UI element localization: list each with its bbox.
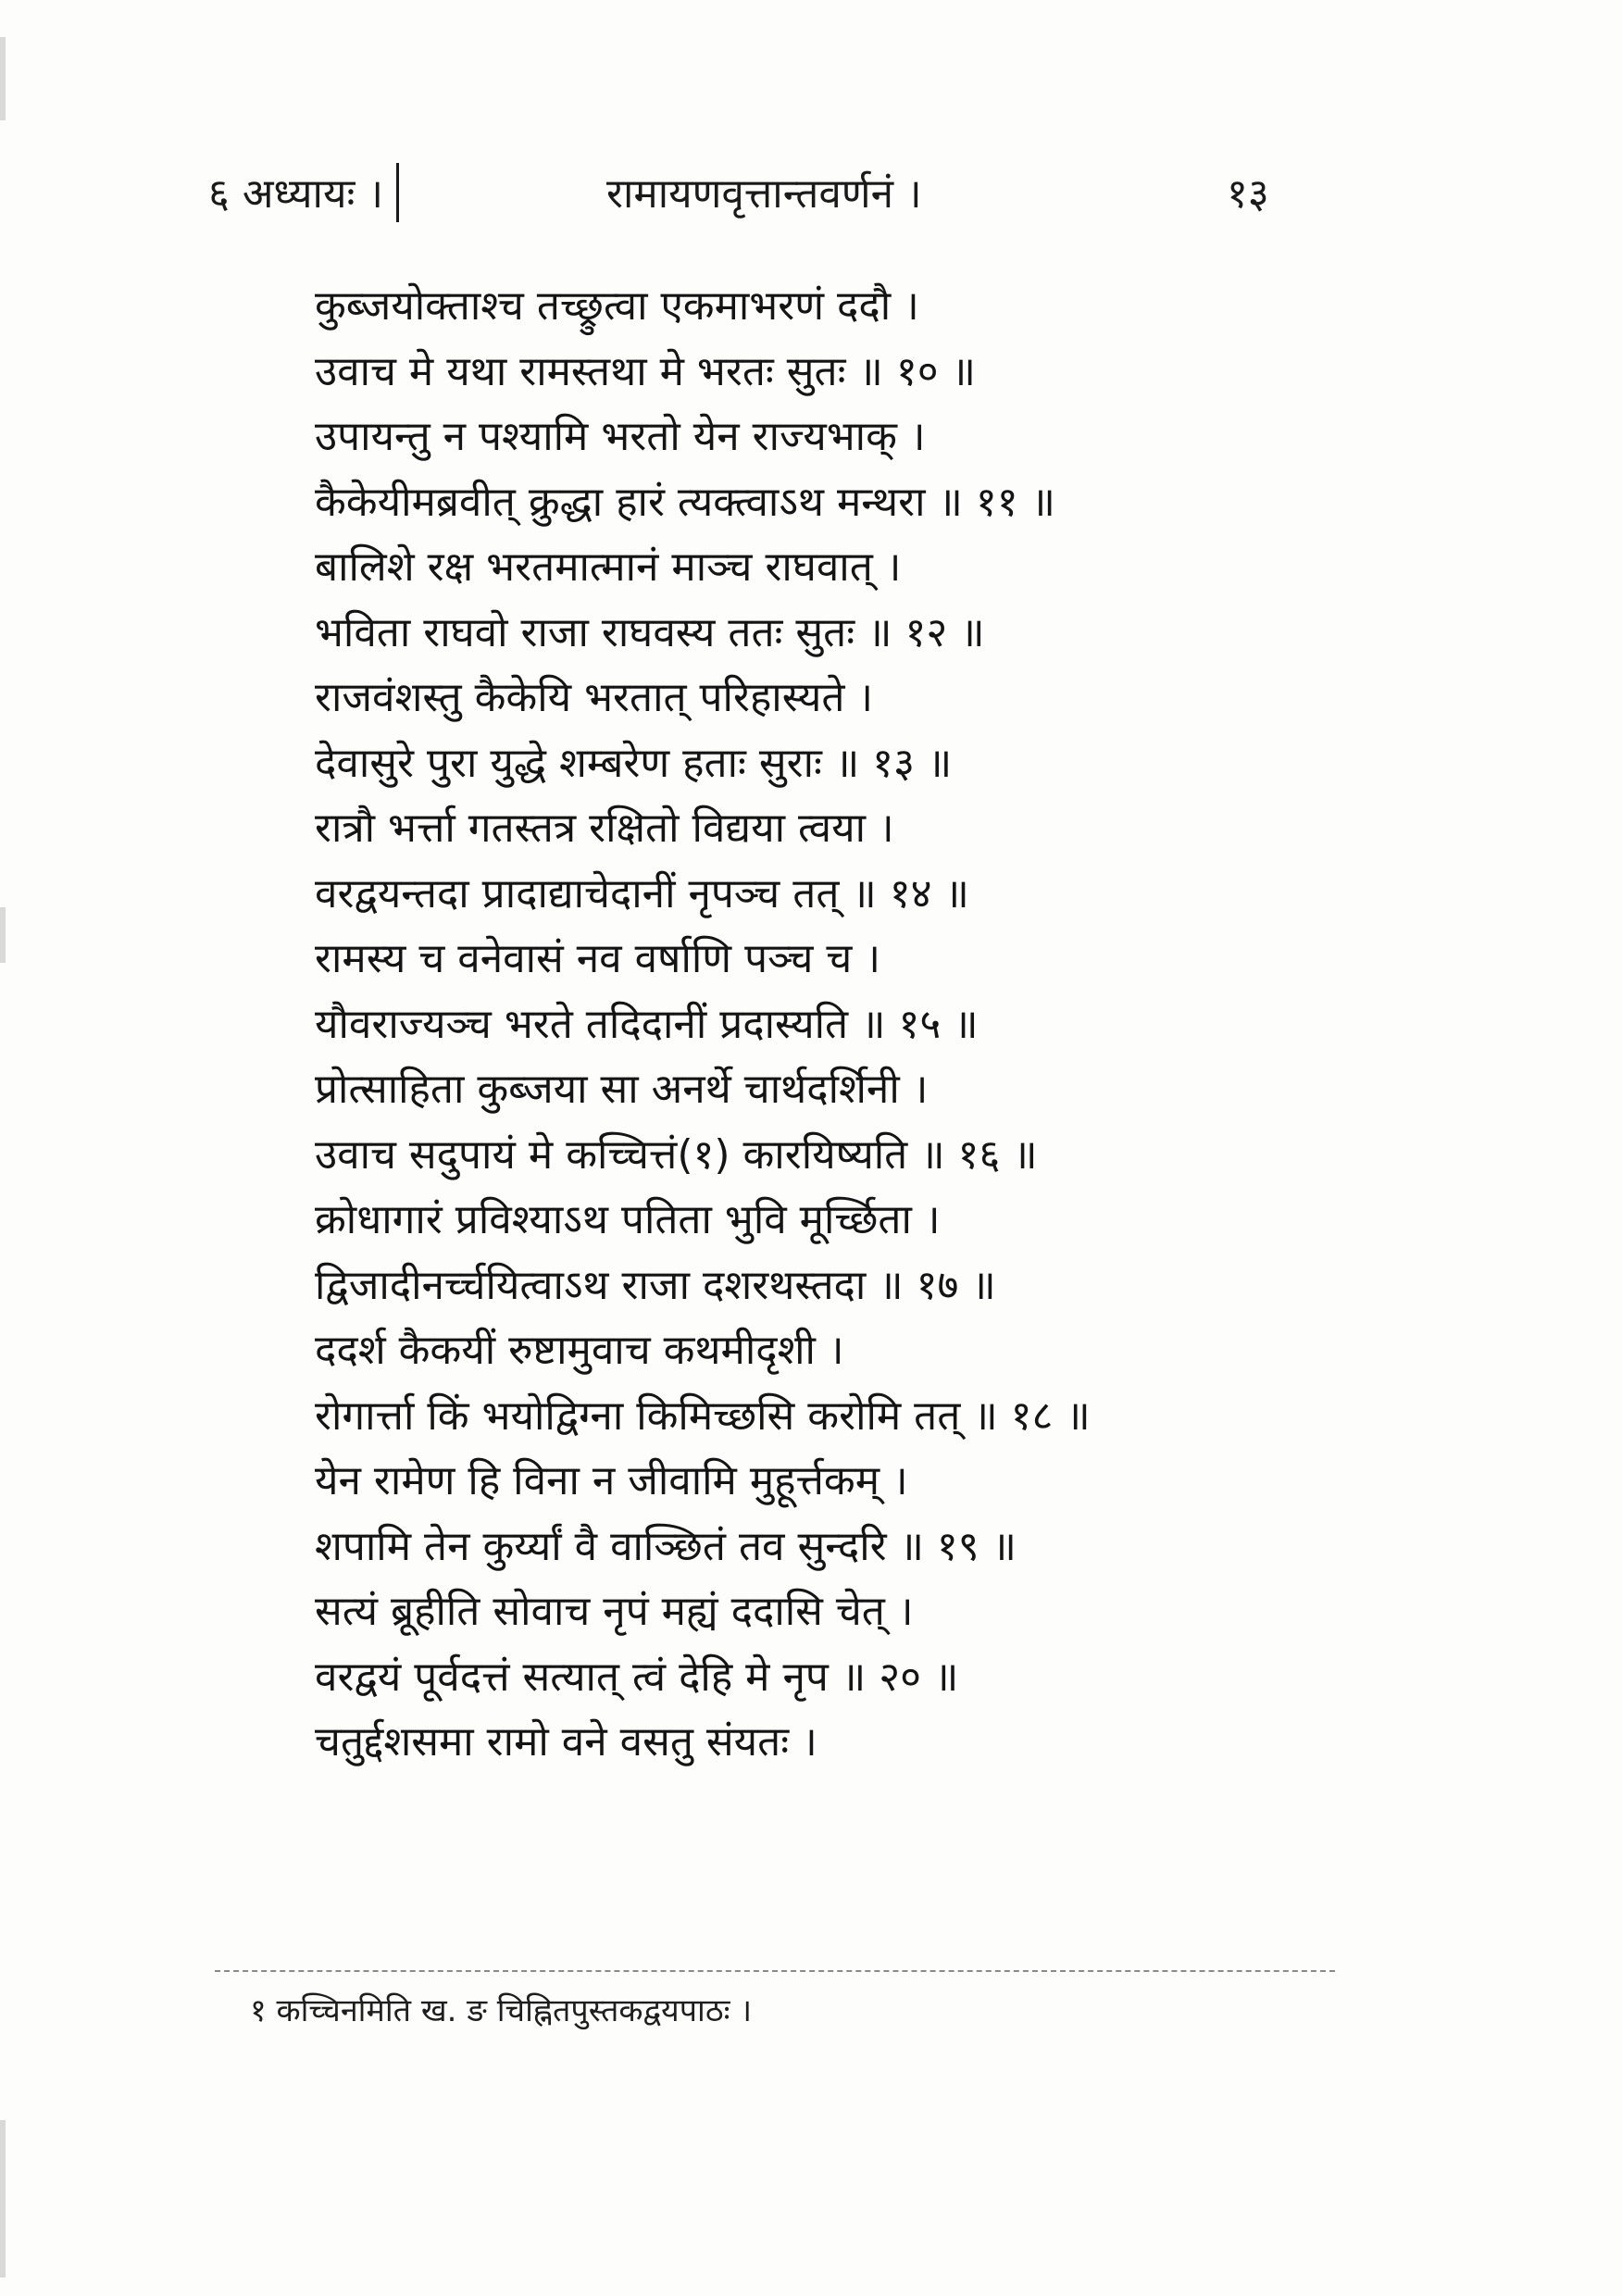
header-bracket-mark <box>396 163 399 222</box>
scan-edge-mark <box>0 37 6 120</box>
verse-line: कैकेयीमब्रवीत् क्रुद्धा हारं त्यक्त्वाऽथ मन्थरा ॥ ११ ॥ <box>315 478 1055 526</box>
verse-line: राजवंशस्तु कैकेयि भरतात् परिहास्यते । <box>315 674 874 721</box>
running-title: रामायणवृत्तान्तवर्णनं । <box>606 170 922 218</box>
verse-line: ददर्श कैकयीं रुष्टामुवाच कथमीदृशी । <box>315 1327 844 1374</box>
verse-line: यौवराज्यञ्च भरते तदिदानीं प्रदास्यति ॥ १५ ॥ <box>315 1000 979 1048</box>
verse-line: रामस्य च वनेवासं नव वर्षाणि पञ्च च । <box>315 935 881 982</box>
verse-line: देवासुरे पुरा युद्धे शम्बरेण हताः सुराः ॥ १३ ॥ <box>315 739 953 787</box>
verse-line: रोगार्त्ता किं भयोद्विग्ना किमिच्छसि करोमि तत् ॥ १८ ॥ <box>315 1391 1091 1440</box>
verse-line: क्रोधागारं प्रविश्याऽथ पतिता भुवि मूर्च्छिता । <box>315 1196 941 1243</box>
verse-line: येन रामेण हि विना न जीवामि मुहूर्त्तकम् । <box>315 1457 908 1504</box>
footnote: १ कच्चिनमिति ख. ङ चिह्नितपुस्तकद्वयपाठः । <box>250 1992 753 2029</box>
verse-line: वरद्वयं पूर्वदत्तं सत्यात् त्वं देहि मे नृप ॥ २० ॥ <box>315 1653 959 1701</box>
verse-line: उपायन्तु न पश्यामि भरतो येन राज्यभाक् । <box>315 413 926 460</box>
verse-line: सत्यं ब्रूहीति सोवाच नृपं मह्यं ददासि चेत् । <box>315 1588 914 1635</box>
scan-edge-mark <box>0 907 6 963</box>
verse-line: द्विजादीनर्च्चयित्वाऽथ राजा दशरथस्तदा ॥ १७ ॥ <box>315 1261 996 1309</box>
verse-line: भविता राघवो राजा राघवस्य ततः सुतः ॥ १२ ॥ <box>315 608 985 656</box>
verse-line: कुब्जयोक्ताश्च तच्छ्रुत्वा एकमाभरणं ददौ । <box>315 282 919 330</box>
verse-line: रात्रौ भर्त्ता गतस्तत्र रक्षितो विद्यया त्वया । <box>315 805 894 852</box>
verse-line: उवाच मे यथा रामस्तथा मे भरतः सुतः ॥ १० ॥ <box>315 347 976 395</box>
verse-line: बालिशे रक्ष भरतमात्मानं माञ्च राघवात् । <box>315 543 902 591</box>
footnote-divider <box>215 1970 1335 1972</box>
verse-line: उवाच सदुपायं मे कच्चित्तं(१) कारयिष्यति ॥ १६ ॥ <box>315 1130 1038 1179</box>
chapter-label: ६ अध्यायः । <box>208 170 384 218</box>
verse-line: चतुर्द्दशसमा रामो वने वसतु संयतः । <box>315 1718 817 1766</box>
verse-text-block <box>315 274 1592 1776</box>
scan-edge-mark <box>0 2120 6 2277</box>
page-number: १३ <box>1227 170 1269 218</box>
verse-line: वरद्वयन्तदा प्रादाद्याचेदानीं नृपञ्च तत् ॥ १४ ॥ <box>315 869 969 917</box>
verse-line: प्रोत्साहिता कुब्जया सा अनर्थे चार्थदर्शिनी । <box>315 1066 929 1113</box>
verse-line: शपामि तेन कुर्य्यां वै वाञ्छितं तव सुन्दरि ॥ १९ ॥ <box>315 1522 1017 1570</box>
